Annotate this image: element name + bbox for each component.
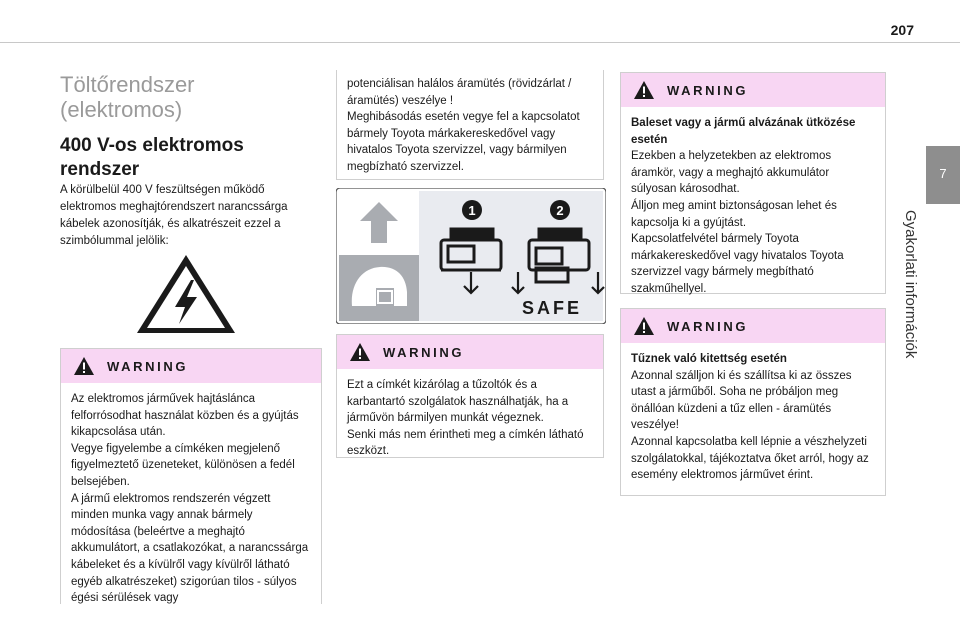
high-voltage-icon	[134, 252, 238, 336]
warning-label: WARNING	[383, 345, 465, 360]
warning-box-label-use	[336, 334, 604, 458]
warning-text: Az elektromos járművek hajtáslánca felforrósodhat használat közben és a gyújtás kikapcsolása után. Vegye figyelembe a címkéken megjelenő figyelmeztető üzeneteket, különösen a fedél belsejében. A jármű elektromos rendszerén végzett minden munka vagy annak bármely módosítása (beleértve a meghajtó akkumulátort, a csatlakozókat, a narancssárga kábeleket és a kívülről vagy kívülről látható egyéb alkatrészeket) szigorúan tilos - súlyos égési sérülések vagy	[71, 393, 309, 605]
intro-paragraph: A körülbelül 400 V feszültségen működő elektromos meghajtórendszert narancssárga kábelek azonosítják, és alkatrészeit ezzel a szimbólummal jelölik:	[60, 184, 288, 247]
chapter-number: 7	[939, 166, 947, 181]
warning-text: Ezt a címkét kizárólag a tűzoltók és a karbantartó szolgálatok használhatják, ha a járművön bármilyen munkát végeznek. Senki más nem érintheti meg a címkén látható eszközt.	[347, 379, 584, 458]
warning-text: Ezekben a helyzetekben az elektromos áramkör, vagy a meghajtó akkumulátor súlyosan károsodhat. Álljon meg amint biztonságosan lehet és kapcsolja ki a gyújtást. Kapcsolatfelvétel bármely Toyota márkakereskedővel vagy hivatalos Toyota szervizzel vagy bármely megbítható szakműhellyel.	[631, 150, 844, 295]
warning-header	[337, 335, 603, 369]
warning-label: WARNING	[107, 359, 189, 374]
chapter-title: Gyakorlati információk	[902, 210, 919, 359]
warning-text: Azonnal szálljon ki és szállítsa ki az összes utast a járműből. Soha ne próbáljon meg önállóan küzdeni a tűz ellen - áramütés veszélye! Azonnal kapcsolatba kell lépnie a vészhelyzeti szolgálatokkal, tájékoztatva őket arról, hogy az esemény elektromos járművet érint.	[631, 369, 869, 482]
warning-content	[621, 107, 885, 298]
warning-content	[621, 343, 885, 484]
marker-1	[462, 200, 482, 220]
service-plug-diagram	[336, 188, 606, 324]
safe-label: SAFE	[521, 298, 583, 318]
warning-header	[621, 73, 885, 107]
marker-2	[550, 200, 570, 220]
warning-box-continued	[336, 70, 604, 180]
page-number: 207	[890, 22, 914, 38]
warning-box-accident	[620, 72, 886, 294]
warning-header	[621, 309, 885, 343]
warning-triangle-icon	[73, 356, 95, 376]
marker-1-label: 1	[468, 203, 476, 218]
header-divider	[0, 42, 960, 43]
warning-label: WARNING	[667, 83, 749, 98]
continued-warning-text: potenciálisan halálos áramütés (rövidzárlat / áramütés) veszélye ! Meghibásodás esetén vegye fel a kapcsolatot bármely Toyota márkakereskedővel vagy hivatalos Toyota szervizzel, vagy bármilyen megbízható szervizzel.	[347, 78, 580, 173]
marker-2-label: 2	[556, 203, 564, 218]
warning-heading: Baleset vagy a jármű alvázának ütközése esetén	[631, 117, 856, 146]
section-title: Töltőrendszer (elektromos)	[60, 72, 195, 122]
sub-title: 400 V-os elektromos rendszer	[60, 135, 244, 180]
warning-triangle-icon	[349, 342, 371, 362]
warning-label: WARNING	[667, 319, 749, 334]
chapter-tab[interactable]	[926, 146, 960, 204]
warning-box-fire	[620, 308, 886, 496]
warning-heading: Tűznek való kitettség esetén	[631, 353, 787, 365]
warning-triangle-icon	[633, 80, 655, 100]
warning-triangle-icon	[633, 316, 655, 336]
warning-box-hot-powertrain	[60, 348, 322, 604]
warning-header	[61, 349, 321, 383]
